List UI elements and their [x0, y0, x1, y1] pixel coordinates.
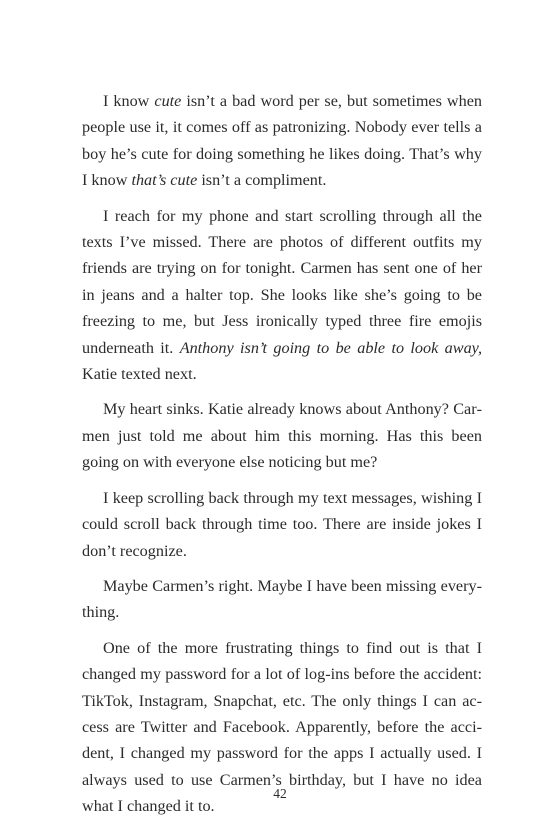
text-run: I keep scrolling back through my text messages, wishing I could scroll back through time too. There are inside jokes I don’t recognize.: [82, 488, 482, 560]
paragraph: [82, 88, 482, 194]
text-run: I reach for my phone and start scrolling through all the texts I’ve missed. There are photos of different outfits my friends are trying on for tonight. Carmen has sent one of her in jeans and a halter top. She looks like she’s going to be freezing to me, but Jess ironically typed three fire emojis underneath it.: [82, 206, 482, 357]
paragraph: [82, 396, 482, 475]
italic-text: cute: [154, 92, 182, 110]
paragraph: [82, 485, 482, 564]
page-number: 42: [273, 786, 287, 801]
text-run: Katie texted next.: [82, 365, 197, 384]
paragraph: [82, 573, 482, 626]
italic-text: Anthony isn’t going to be able to look away,: [179, 338, 483, 357]
text-run: isn’t a compliment.: [197, 171, 327, 190]
italic-text: that’s cute: [131, 171, 198, 190]
text-run: Maybe Carmen’s right. Maybe I have been missing everything.: [82, 576, 482, 622]
paragraph: [82, 203, 482, 388]
body-text: [82, 88, 482, 829]
text-run: My heart sinks. Katie already knows about Anthony? Carmen just told me about him this morning. Has this been going on with everyone else noticing but me?: [82, 400, 482, 472]
text-run: One of the more frustrating things to find out is that I changed my password for a lot of log-ins before the accident: TikTok, Instagram, Snapchat, etc. The only things I can access are Twitter and Facebook. Apparently, before the accident, I changed my password for the apps I actually used. I always used to use Carmen’s birthday, but I have no idea what I changed it to.: [82, 638, 482, 816]
text-run: I know: [103, 92, 155, 110]
text-run: isn’t a bad word per se, but sometimes when people use it, it comes off as patronizing. Nobody ever tells a boy he’s cute for doing something he likes doing. That’s why I know: [82, 92, 482, 190]
